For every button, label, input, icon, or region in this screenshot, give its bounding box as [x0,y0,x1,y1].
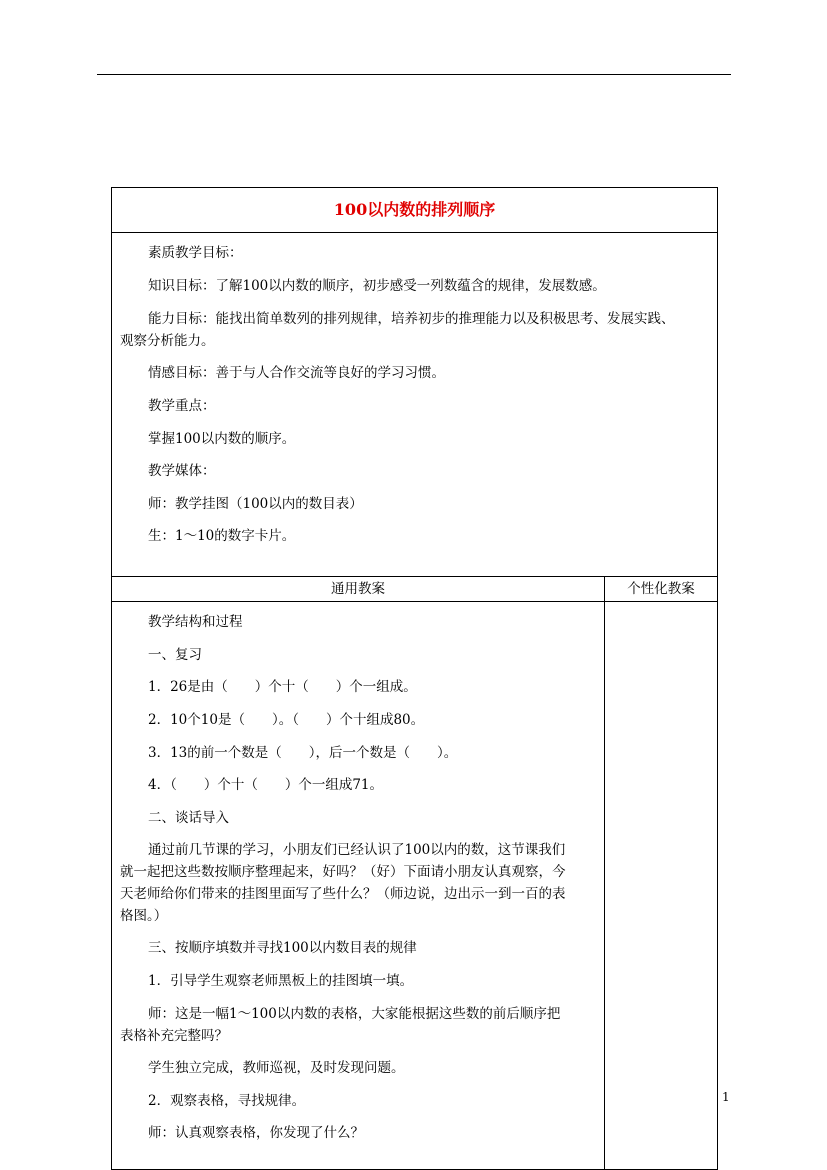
body-line: 就一起把这些数按顺序整理起来，好吗？（好）下面请小朋友认真观察，今 [120,864,566,880]
body-line: 一、复习 [148,647,202,663]
body-line: 1．引导学生观察老师黑板上的挂图填一填。 [148,973,414,989]
key-point-heading: 教学重点： [148,398,216,414]
body-line: 教学结构和过程 [148,614,243,630]
media-teacher: 师：教学挂图（100以内的数目表） [148,496,363,512]
media-student: 生：1～10的数字卡片。 [148,528,296,544]
body-line: 4．（ ）个十（ ）个一组成71。 [148,777,384,793]
column-headers [112,577,717,602]
body-line: 学生独立完成，教师巡视，及时发现问题。 [148,1060,405,1076]
ability-goal: 能力目标：能找出简单数列的排列规律，培养初步的推理能力以及积极思考、发展实践、 [148,311,675,327]
personal-plan-column [604,602,605,1170]
plan-body [112,602,717,1170]
body-line: 1．26是由（ ）个十（ ）个一组成。 [148,679,417,695]
ability-goal-cont: 观察分析能力。 [120,333,215,349]
lesson-plan-table [111,187,718,1170]
objectives-section [112,232,717,577]
body-line: 3．13的前一个数是（ ），后一个数是（ ）。 [148,745,458,761]
objectives-heading: 素质教学目标： [148,245,243,261]
body-line: 格图。） [120,908,168,924]
general-plan-header: 通用教案 [331,581,385,597]
body-line: 二、谈话导入 [148,810,229,826]
key-point: 掌握100以内数的顺序。 [148,431,296,447]
body-line: 2．10个10是（ ）。（ ）个十组成80。 [148,712,425,728]
body-line: 师：这是一幅1～100以内数的表格，大家能根据这些数的前后顺序把 [148,1006,561,1022]
body-line: 师：认真观察表格，你发现了什么？ [148,1125,364,1141]
header-rule [97,74,731,75]
personal-plan-header: 个性化教案 [604,577,717,601]
body-line: 天老师给你们带来的挂图里面写了些什么？（师边说，边出示一到一百的表 [120,886,566,902]
page-title: 100以内数的排列顺序 [112,188,717,233]
media-heading: 教学媒体： [148,463,216,479]
knowledge-goal: 知识目标：了解100以内数的顺序，初步感受一列数蕴含的规律，发展数感。 [148,278,606,294]
emotion-goal: 情感目标：善于与人合作交流等良好的学习习惯。 [148,365,445,381]
body-line: 三、按顺序填数并寻找100以内数目表的规律 [148,940,417,956]
page-number: 1 [722,1090,730,1104]
body-line: 2．观察表格，寻找规律。 [148,1093,306,1109]
body-line: 表格补充完整吗？ [120,1028,228,1044]
body-line: 通过前几节课的学习，小朋友们已经认识了100以内的数，这节课我们 [148,842,566,858]
